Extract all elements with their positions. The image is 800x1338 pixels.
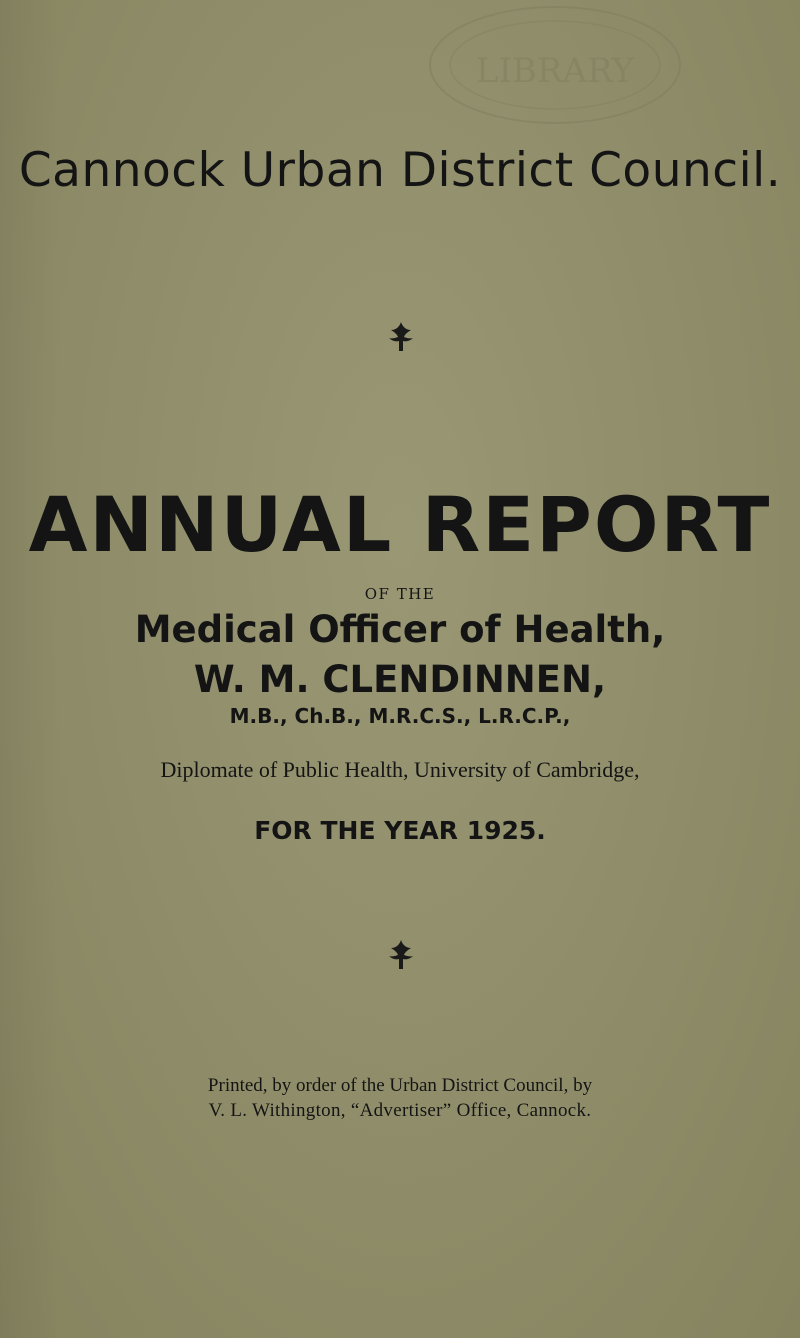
officer-diploma: Diplomate of Public Health, University of Cambridge, [160,757,640,782]
report-year: FOR THE YEAR 1925. [254,816,546,845]
fleur-icon [386,938,416,972]
fleur-icon [386,320,416,354]
report-title: ANNUAL REPORT [28,480,772,569]
officer-title: Medical Officer of Health, [134,608,666,651]
printer-line-1: Printed, by order of the Urban District Council, by [207,1075,593,1096]
officer-degrees: M.B., Ch.B., M.R.C.S., L.R.C.P., [229,704,571,728]
printer-line-2: V. L. Withington, “Advertiser” Office, Cannock. [208,1100,592,1121]
library-stamp [415,0,695,140]
svg-text:LIBRARY: LIBRARY [475,51,635,91]
of-the-label: OF THE [364,585,436,603]
officer-name: W. M. CLENDINNEN, [193,658,607,701]
council-name: Cannock Urban District Council. [18,143,782,198]
